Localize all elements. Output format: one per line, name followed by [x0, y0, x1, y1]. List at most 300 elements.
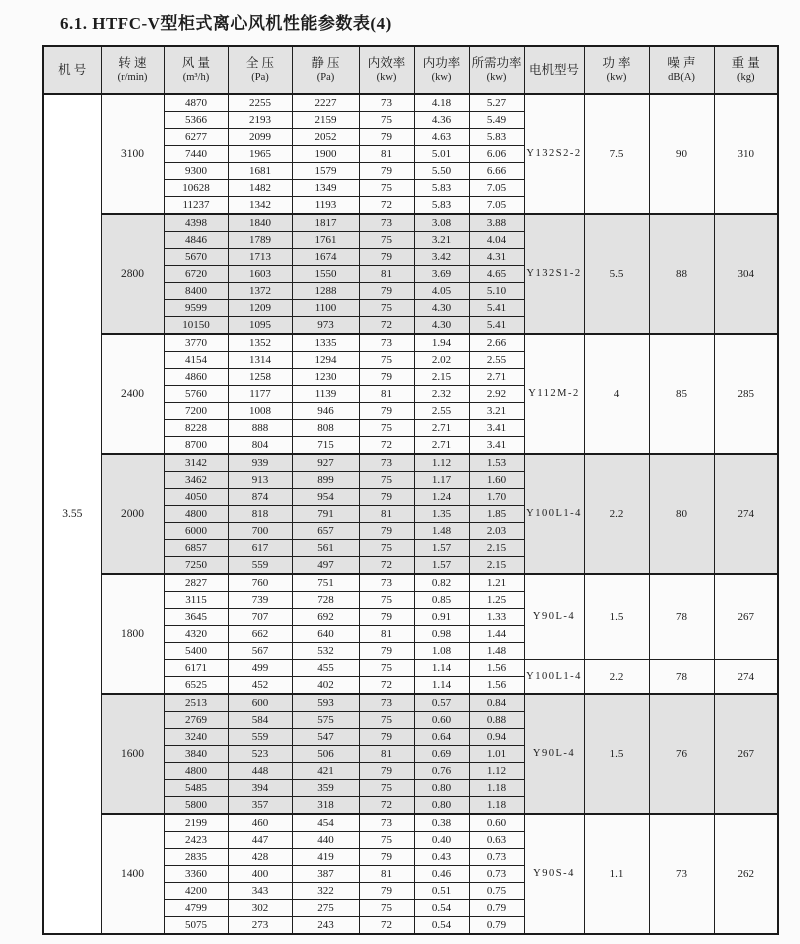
cell-static-pressure: 318 — [292, 797, 359, 815]
cell-internal-power: 2.02 — [414, 352, 469, 369]
cell-total-pressure: 357 — [228, 797, 292, 815]
cell-static-pressure: 322 — [292, 883, 359, 900]
cell-static-pressure: 547 — [292, 729, 359, 746]
cell-weight: 274 — [714, 660, 778, 695]
cell-weight: 274 — [714, 454, 778, 574]
cell-air-volume: 11237 — [164, 197, 228, 215]
cell-total-pressure: 913 — [228, 472, 292, 489]
cell-internal-efficiency: 79 — [359, 369, 414, 386]
column-header-label: 转 速 — [118, 56, 147, 70]
cell-internal-efficiency: 81 — [359, 266, 414, 283]
cell-air-volume: 6720 — [164, 266, 228, 283]
cell-air-volume: 4398 — [164, 214, 228, 232]
cell-internal-efficiency: 75 — [359, 712, 414, 729]
cell-internal-power: 1.24 — [414, 489, 469, 506]
cell-internal-power: 3.42 — [414, 249, 469, 266]
cell-motor-model: Y100L1-4 — [524, 454, 584, 574]
cell-required-power: 2.15 — [469, 557, 524, 575]
cell-static-pressure: 593 — [292, 694, 359, 712]
page-title: 6.1. HTFC-V型柜式离心风机性能参数表(4) — [60, 14, 392, 33]
cell-air-volume: 2835 — [164, 849, 228, 866]
cell-total-pressure: 428 — [228, 849, 292, 866]
cell-speed: 3100 — [101, 94, 164, 214]
cell-internal-power: 0.69 — [414, 746, 469, 763]
cell-total-pressure: 739 — [228, 592, 292, 609]
cell-speed: 1600 — [101, 694, 164, 814]
cell-internal-power: 1.17 — [414, 472, 469, 489]
cell-static-pressure: 973 — [292, 317, 359, 335]
cell-required-power: 1.25 — [469, 592, 524, 609]
cell-internal-power: 1.57 — [414, 557, 469, 575]
column-header-unit: dB(A) — [668, 72, 695, 83]
cell-internal-efficiency: 75 — [359, 112, 414, 129]
column-header-label: 内效率 — [367, 56, 406, 70]
cell-total-pressure: 1177 — [228, 386, 292, 403]
column-header-unit: (kw) — [376, 72, 397, 83]
cell-air-volume: 5075 — [164, 917, 228, 935]
table-row — [43, 214, 778, 232]
cell-internal-efficiency: 79 — [359, 129, 414, 146]
cell-air-volume: 6857 — [164, 540, 228, 557]
cell-air-volume: 6171 — [164, 660, 228, 677]
cell-required-power: 1.21 — [469, 574, 524, 592]
cell-internal-power: 3.08 — [414, 214, 469, 232]
cell-static-pressure: 640 — [292, 626, 359, 643]
cell-static-pressure: 506 — [292, 746, 359, 763]
cell-air-volume: 7440 — [164, 146, 228, 163]
cell-total-pressure: 662 — [228, 626, 292, 643]
column-header-label: 重 量 — [731, 56, 760, 70]
cell-total-pressure: 1314 — [228, 352, 292, 369]
cell-required-power: 3.88 — [469, 214, 524, 232]
cell-static-pressure: 1294 — [292, 352, 359, 369]
cell-internal-efficiency: 75 — [359, 660, 414, 677]
column-header-label: 噪 声 — [667, 56, 696, 70]
cell-static-pressure: 1674 — [292, 249, 359, 266]
cell-static-pressure: 402 — [292, 677, 359, 695]
cell-internal-power: 1.57 — [414, 540, 469, 557]
cell-required-power: 6.66 — [469, 163, 524, 180]
cell-internal-efficiency: 79 — [359, 403, 414, 420]
cell-required-power: 5.10 — [469, 283, 524, 300]
cell-internal-power: 5.50 — [414, 163, 469, 180]
cell-required-power: 0.84 — [469, 694, 524, 712]
cell-noise: 76 — [649, 694, 714, 814]
cell-static-pressure: 1579 — [292, 163, 359, 180]
cell-static-pressure: 751 — [292, 574, 359, 592]
cell-internal-power: 1.14 — [414, 677, 469, 695]
cell-required-power: 5.41 — [469, 317, 524, 335]
cell-total-pressure: 700 — [228, 523, 292, 540]
cell-static-pressure: 1550 — [292, 266, 359, 283]
cell-static-pressure: 946 — [292, 403, 359, 420]
cell-air-volume: 5670 — [164, 249, 228, 266]
cell-required-power: 2.15 — [469, 540, 524, 557]
cell-air-volume: 4800 — [164, 506, 228, 523]
cell-required-power: 1.33 — [469, 609, 524, 626]
cell-internal-efficiency: 81 — [359, 386, 414, 403]
cell-static-pressure: 657 — [292, 523, 359, 540]
cell-motor-power: 1.5 — [584, 694, 649, 814]
cell-weight: 267 — [714, 694, 778, 814]
cell-noise: 88 — [649, 214, 714, 334]
cell-internal-efficiency: 79 — [359, 283, 414, 300]
cell-static-pressure: 692 — [292, 609, 359, 626]
cell-required-power: 0.79 — [469, 917, 524, 935]
cell-required-power: 5.27 — [469, 94, 524, 112]
cell-static-pressure: 454 — [292, 814, 359, 832]
cell-static-pressure: 440 — [292, 832, 359, 849]
cell-required-power: 0.63 — [469, 832, 524, 849]
cell-internal-efficiency: 72 — [359, 917, 414, 935]
cell-air-volume: 4200 — [164, 883, 228, 900]
cell-static-pressure: 1900 — [292, 146, 359, 163]
cell-total-pressure: 1258 — [228, 369, 292, 386]
cell-air-volume: 5760 — [164, 386, 228, 403]
cell-internal-efficiency: 73 — [359, 214, 414, 232]
cell-static-pressure: 243 — [292, 917, 359, 935]
cell-required-power: 1.56 — [469, 677, 524, 695]
cell-internal-power: 5.83 — [414, 180, 469, 197]
cell-internal-efficiency: 79 — [359, 249, 414, 266]
column-header-speed — [101, 46, 164, 94]
column-header-internal-power — [414, 46, 469, 94]
cell-static-pressure: 927 — [292, 454, 359, 472]
cell-air-volume: 5485 — [164, 780, 228, 797]
cell-total-pressure: 400 — [228, 866, 292, 883]
cell-required-power: 1.70 — [469, 489, 524, 506]
cell-internal-efficiency: 81 — [359, 626, 414, 643]
cell-motor-power: 2.2 — [584, 660, 649, 695]
cell-static-pressure: 1761 — [292, 232, 359, 249]
cell-weight: 267 — [714, 574, 778, 660]
cell-internal-power: 1.94 — [414, 334, 469, 352]
cell-air-volume: 3360 — [164, 866, 228, 883]
cell-required-power: 2.71 — [469, 369, 524, 386]
cell-air-volume: 7250 — [164, 557, 228, 575]
column-header-motor-model — [524, 46, 584, 94]
cell-internal-power: 3.21 — [414, 232, 469, 249]
cell-required-power: 5.49 — [469, 112, 524, 129]
cell-air-volume: 10150 — [164, 317, 228, 335]
cell-internal-power: 2.71 — [414, 437, 469, 455]
cell-required-power: 0.75 — [469, 883, 524, 900]
cell-static-pressure: 561 — [292, 540, 359, 557]
cell-total-pressure: 939 — [228, 454, 292, 472]
cell-internal-efficiency: 72 — [359, 317, 414, 335]
cell-motor-power: 5.5 — [584, 214, 649, 334]
cell-static-pressure: 387 — [292, 866, 359, 883]
cell-total-pressure: 874 — [228, 489, 292, 506]
cell-internal-power: 0.82 — [414, 574, 469, 592]
cell-motor-power: 1.5 — [584, 574, 649, 660]
cell-static-pressure: 455 — [292, 660, 359, 677]
table-body — [43, 94, 778, 934]
cell-static-pressure: 275 — [292, 900, 359, 917]
cell-static-pressure: 1193 — [292, 197, 359, 215]
cell-required-power: 3.41 — [469, 437, 524, 455]
cell-required-power: 7.05 — [469, 197, 524, 215]
cell-internal-efficiency: 72 — [359, 557, 414, 575]
cell-internal-efficiency: 79 — [359, 523, 414, 540]
cell-total-pressure: 818 — [228, 506, 292, 523]
cell-internal-power: 2.71 — [414, 420, 469, 437]
column-header-air-volume — [164, 46, 228, 94]
cell-internal-power: 1.35 — [414, 506, 469, 523]
cell-speed: 2400 — [101, 334, 164, 454]
cell-internal-power: 0.85 — [414, 592, 469, 609]
cell-static-pressure: 1100 — [292, 300, 359, 317]
cell-total-pressure: 888 — [228, 420, 292, 437]
cell-internal-efficiency: 75 — [359, 180, 414, 197]
cell-internal-power: 5.01 — [414, 146, 469, 163]
column-header-unit: (kw) — [431, 72, 452, 83]
cell-total-pressure: 1603 — [228, 266, 292, 283]
cell-internal-efficiency: 72 — [359, 197, 414, 215]
cell-air-volume: 3770 — [164, 334, 228, 352]
cell-speed: 2000 — [101, 454, 164, 574]
column-header-required-power — [469, 46, 524, 94]
cell-weight: 304 — [714, 214, 778, 334]
cell-air-volume: 8228 — [164, 420, 228, 437]
cell-internal-efficiency: 79 — [359, 609, 414, 626]
header-row — [43, 46, 778, 94]
cell-total-pressure: 1789 — [228, 232, 292, 249]
cell-motor-power: 4 — [584, 334, 649, 454]
document-page — [0, 9, 800, 944]
cell-internal-power: 1.14 — [414, 660, 469, 677]
cell-weight: 310 — [714, 94, 778, 214]
cell-air-volume: 4860 — [164, 369, 228, 386]
column-header-internal-efficiency — [359, 46, 414, 94]
cell-static-pressure: 419 — [292, 849, 359, 866]
cell-internal-power: 2.15 — [414, 369, 469, 386]
cell-internal-efficiency: 73 — [359, 814, 414, 832]
table-header — [43, 46, 778, 94]
cell-total-pressure: 559 — [228, 729, 292, 746]
cell-static-pressure: 2227 — [292, 94, 359, 112]
cell-required-power: 1.48 — [469, 643, 524, 660]
cell-noise: 90 — [649, 94, 714, 214]
table-row — [43, 574, 778, 592]
cell-internal-power: 0.76 — [414, 763, 469, 780]
cell-internal-power: 4.30 — [414, 300, 469, 317]
cell-air-volume: 6525 — [164, 677, 228, 695]
cell-required-power: 1.12 — [469, 763, 524, 780]
column-header-static-pressure — [292, 46, 359, 94]
cell-air-volume: 3142 — [164, 454, 228, 472]
cell-required-power: 3.41 — [469, 420, 524, 437]
cell-internal-efficiency: 73 — [359, 694, 414, 712]
cell-air-volume: 3240 — [164, 729, 228, 746]
cell-required-power: 1.56 — [469, 660, 524, 677]
cell-required-power: 2.03 — [469, 523, 524, 540]
cell-static-pressure: 575 — [292, 712, 359, 729]
cell-total-pressure: 452 — [228, 677, 292, 695]
cell-speed: 2800 — [101, 214, 164, 334]
cell-total-pressure: 1209 — [228, 300, 292, 317]
cell-required-power: 1.85 — [469, 506, 524, 523]
cell-required-power: 0.94 — [469, 729, 524, 746]
cell-motor-model: Y90L-4 — [524, 694, 584, 814]
cell-internal-efficiency: 79 — [359, 729, 414, 746]
cell-motor-model: Y90L-4 — [524, 574, 584, 660]
column-header-unit: (kw) — [606, 72, 627, 83]
cell-internal-efficiency: 75 — [359, 420, 414, 437]
cell-motor-model: Y100L1-4 — [524, 660, 584, 695]
cell-static-pressure: 359 — [292, 780, 359, 797]
cell-air-volume: 6000 — [164, 523, 228, 540]
cell-required-power: 1.18 — [469, 797, 524, 815]
cell-internal-power: 0.60 — [414, 712, 469, 729]
cell-total-pressure: 273 — [228, 917, 292, 935]
column-header-label: 内功率 — [422, 56, 461, 70]
cell-internal-efficiency: 75 — [359, 232, 414, 249]
cell-total-pressure: 394 — [228, 780, 292, 797]
cell-static-pressure: 728 — [292, 592, 359, 609]
column-header-unit: (Pa) — [316, 72, 335, 83]
cell-total-pressure: 302 — [228, 900, 292, 917]
column-header-unit: (kg) — [737, 72, 755, 83]
cell-internal-power: 0.98 — [414, 626, 469, 643]
cell-motor-model: Y112M-2 — [524, 334, 584, 454]
cell-static-pressure: 497 — [292, 557, 359, 575]
cell-required-power: 4.31 — [469, 249, 524, 266]
cell-static-pressure: 1335 — [292, 334, 359, 352]
cell-required-power: 6.06 — [469, 146, 524, 163]
cell-air-volume: 4050 — [164, 489, 228, 506]
cell-internal-power: 2.32 — [414, 386, 469, 403]
column-header-label: 全 压 — [245, 56, 275, 70]
cell-air-volume: 5366 — [164, 112, 228, 129]
cell-internal-power: 0.54 — [414, 900, 469, 917]
cell-total-pressure: 1095 — [228, 317, 292, 335]
cell-air-volume: 2769 — [164, 712, 228, 729]
cell-internal-efficiency: 79 — [359, 643, 414, 660]
table-row — [43, 694, 778, 712]
cell-air-volume: 4799 — [164, 900, 228, 917]
cell-internal-power: 4.63 — [414, 129, 469, 146]
cell-total-pressure: 707 — [228, 609, 292, 626]
cell-air-volume: 8400 — [164, 283, 228, 300]
cell-required-power: 2.55 — [469, 352, 524, 369]
cell-required-power: 1.44 — [469, 626, 524, 643]
cell-internal-efficiency: 75 — [359, 352, 414, 369]
cell-motor-model: Y132S1-2 — [524, 214, 584, 334]
cell-internal-efficiency: 79 — [359, 489, 414, 506]
cell-required-power: 0.60 — [469, 814, 524, 832]
cell-total-pressure: 2099 — [228, 129, 292, 146]
cell-total-pressure: 1372 — [228, 283, 292, 300]
column-header-label: 功 率 — [602, 56, 631, 70]
column-header-unit: (Pa) — [251, 72, 269, 83]
cell-internal-power: 0.38 — [414, 814, 469, 832]
cell-internal-power: 0.64 — [414, 729, 469, 746]
cell-required-power: 4.65 — [469, 266, 524, 283]
cell-required-power: 0.73 — [469, 866, 524, 883]
cell-internal-power: 0.40 — [414, 832, 469, 849]
cell-total-pressure: 584 — [228, 712, 292, 729]
column-header-unit: (r/min) — [117, 72, 148, 83]
cell-internal-efficiency: 81 — [359, 746, 414, 763]
cell-total-pressure: 567 — [228, 643, 292, 660]
column-header-unit: (m³/h) — [182, 72, 210, 83]
cell-required-power: 2.92 — [469, 386, 524, 403]
cell-internal-power: 1.48 — [414, 523, 469, 540]
cell-internal-power: 4.05 — [414, 283, 469, 300]
cell-air-volume: 4154 — [164, 352, 228, 369]
cell-air-volume: 4800 — [164, 763, 228, 780]
cell-air-volume: 3645 — [164, 609, 228, 626]
cell-air-volume: 7200 — [164, 403, 228, 420]
cell-air-volume: 5400 — [164, 643, 228, 660]
fan-performance-table — [42, 45, 779, 935]
cell-required-power: 1.53 — [469, 454, 524, 472]
table-row — [43, 334, 778, 352]
cell-motor-power: 7.5 — [584, 94, 649, 214]
cell-total-pressure: 600 — [228, 694, 292, 712]
cell-internal-efficiency: 75 — [359, 832, 414, 849]
cell-total-pressure: 1008 — [228, 403, 292, 420]
cell-internal-power: 0.43 — [414, 849, 469, 866]
cell-total-pressure: 2255 — [228, 94, 292, 112]
cell-required-power: 1.60 — [469, 472, 524, 489]
cell-internal-power: 4.18 — [414, 94, 469, 112]
column-header-label: 风 量 — [181, 56, 211, 70]
cell-noise: 78 — [649, 574, 714, 660]
cell-air-volume: 9599 — [164, 300, 228, 317]
cell-air-volume: 5800 — [164, 797, 228, 815]
cell-internal-efficiency: 73 — [359, 334, 414, 352]
cell-static-pressure: 1349 — [292, 180, 359, 197]
cell-internal-efficiency: 81 — [359, 866, 414, 883]
cell-air-volume: 8700 — [164, 437, 228, 455]
cell-internal-efficiency: 81 — [359, 506, 414, 523]
cell-static-pressure: 2159 — [292, 112, 359, 129]
cell-total-pressure: 617 — [228, 540, 292, 557]
cell-air-volume: 3115 — [164, 592, 228, 609]
cell-internal-efficiency: 79 — [359, 163, 414, 180]
cell-static-pressure: 808 — [292, 420, 359, 437]
cell-internal-efficiency: 75 — [359, 592, 414, 609]
cell-internal-power: 4.36 — [414, 112, 469, 129]
table-row — [43, 454, 778, 472]
cell-required-power: 3.21 — [469, 403, 524, 420]
column-header-label: 机 号 — [58, 62, 87, 77]
cell-internal-power: 0.80 — [414, 797, 469, 815]
cell-static-pressure: 715 — [292, 437, 359, 455]
cell-total-pressure: 760 — [228, 574, 292, 592]
column-header-label: 所需功率 — [471, 56, 522, 70]
column-header-weight — [714, 46, 778, 94]
cell-speed: 1800 — [101, 574, 164, 694]
cell-air-volume: 2423 — [164, 832, 228, 849]
column-header-machine-no — [43, 46, 101, 94]
cell-static-pressure: 1230 — [292, 369, 359, 386]
column-header-total-pressure — [228, 46, 292, 94]
cell-required-power: 0.88 — [469, 712, 524, 729]
cell-air-volume: 2827 — [164, 574, 228, 592]
cell-internal-efficiency: 75 — [359, 472, 414, 489]
cell-internal-power: 2.55 — [414, 403, 469, 420]
cell-internal-efficiency: 75 — [359, 540, 414, 557]
cell-internal-efficiency: 72 — [359, 677, 414, 695]
cell-required-power: 1.01 — [469, 746, 524, 763]
cell-noise: 78 — [649, 660, 714, 695]
cell-internal-efficiency: 79 — [359, 883, 414, 900]
cell-internal-efficiency: 81 — [359, 146, 414, 163]
cell-internal-efficiency: 75 — [359, 900, 414, 917]
